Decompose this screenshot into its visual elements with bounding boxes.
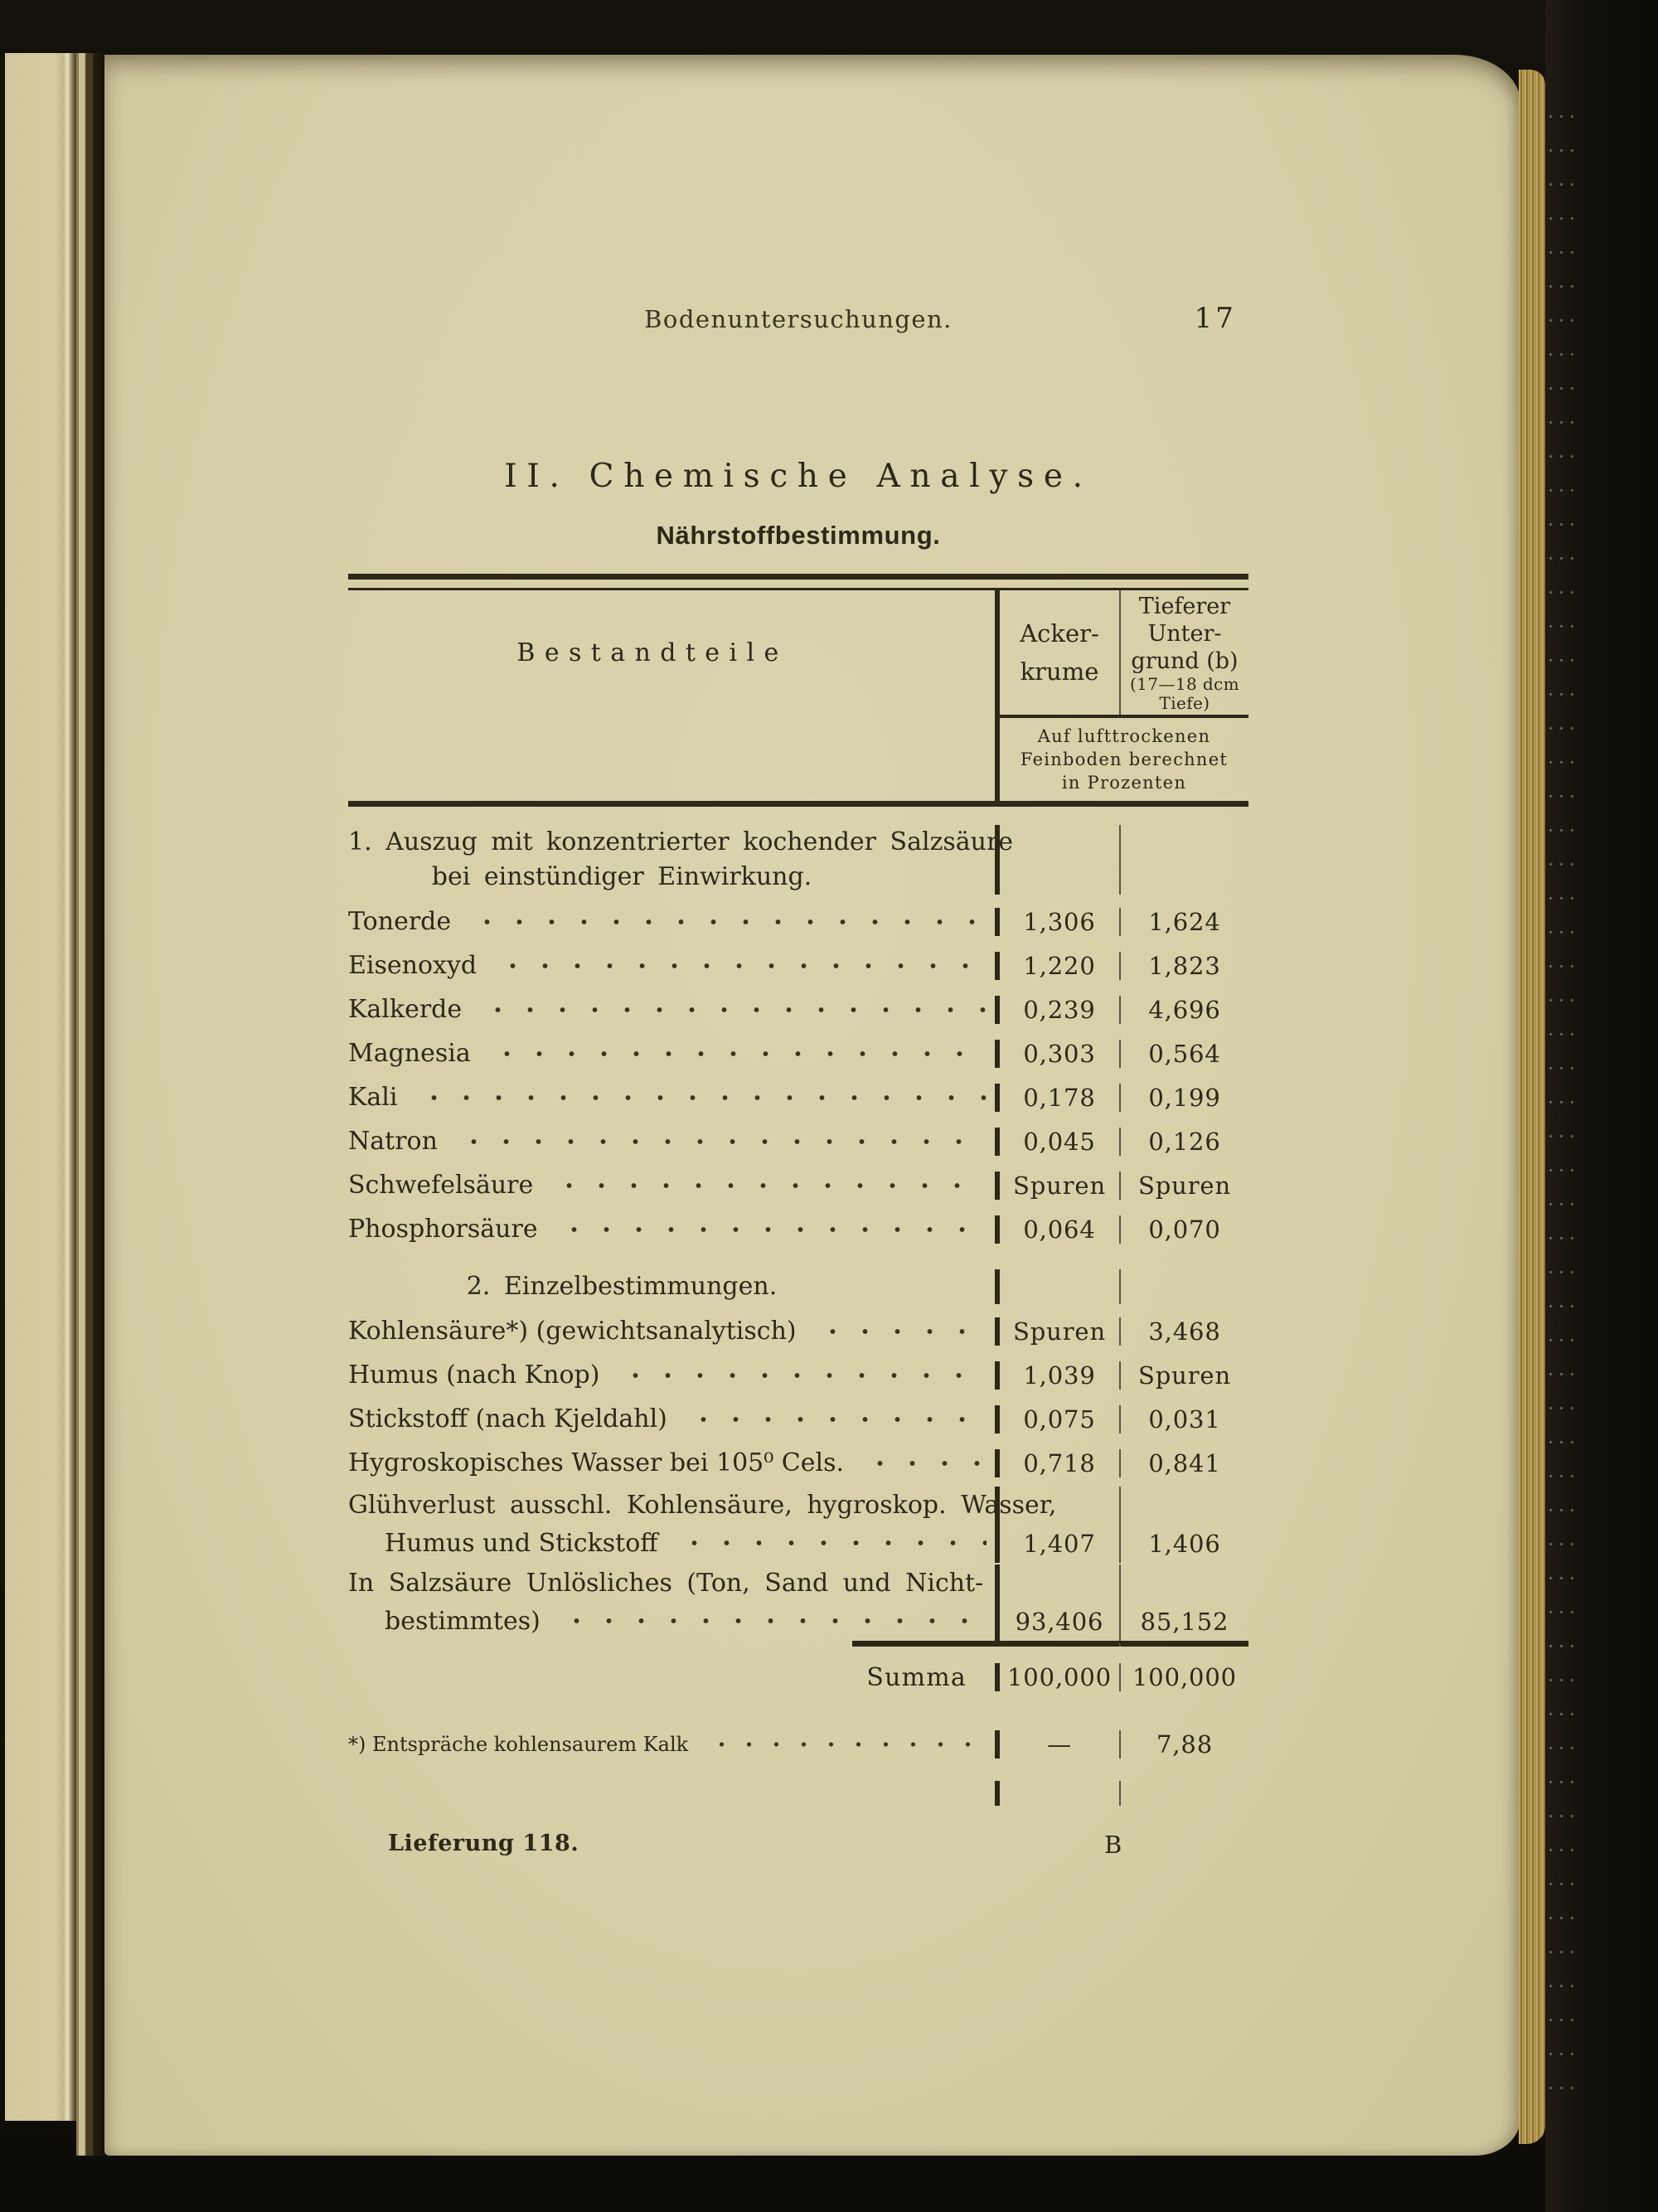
- value-text: 0,045: [1023, 1127, 1096, 1156]
- subcaption-line: Auf lufttrockenen: [1037, 726, 1211, 746]
- table-header-bottom-rule: [348, 801, 1248, 807]
- value-ackerkrume: [995, 1405, 1119, 1433]
- section-heading: [348, 825, 1014, 895]
- dot-leader: [552, 1606, 987, 1636]
- row-label-cell: [348, 1404, 995, 1434]
- value-text: 0,199: [1148, 1083, 1221, 1112]
- value-untergrund: [1119, 825, 1248, 895]
- value-text: 4,696: [1148, 995, 1221, 1024]
- value-ackerkrume: [995, 1269, 1119, 1304]
- row-label-line1: In Salzsäure Unlösliches (Ton, Sand und Nicht-: [348, 1569, 984, 1598]
- footnote-label: *) Entspräche kohlensaurem Kalk: [348, 1733, 689, 1756]
- value-ackerkrume: [995, 1564, 1119, 1641]
- value-ackerkrume: [995, 1449, 1119, 1477]
- value-untergrund: [1119, 1487, 1248, 1563]
- value-text: 100,000: [1132, 1663, 1237, 1691]
- row-label-cell: [348, 1127, 995, 1157]
- value-text: 85,152: [1140, 1608, 1229, 1636]
- table-row: [348, 1119, 1248, 1163]
- value-ackerkrume: [995, 1040, 1119, 1068]
- section-heading-line: 1. Auszug mit konzentrierter kochender Salzsäure: [348, 827, 1014, 856]
- value-untergrund: [1119, 1361, 1248, 1390]
- book-gutter-shadow: [76, 53, 104, 2156]
- dot-leader: [670, 1528, 987, 1558]
- analysis-table: [348, 574, 1248, 1806]
- subcaption-spacer: [348, 715, 995, 801]
- value-text: 0,564: [1148, 1039, 1221, 1068]
- running-head-row: [348, 302, 1248, 335]
- header-line: krume: [1020, 657, 1099, 686]
- value-untergrund: [1119, 1128, 1248, 1156]
- running-head: Bodenuntersuchungen.: [644, 305, 953, 333]
- table-row: [348, 1397, 1248, 1441]
- value-text: 0,303: [1023, 1039, 1096, 1068]
- dot-leader: [611, 1361, 987, 1390]
- value-untergrund: [1119, 996, 1248, 1024]
- value-text: Spuren: [1012, 1171, 1107, 1200]
- value-text: Spuren: [1137, 1361, 1232, 1390]
- section-heading: [348, 1269, 995, 1304]
- value-untergrund: [1119, 1040, 1248, 1068]
- dot-leader: [545, 1171, 987, 1201]
- chapter-title: II. Chemische Analyse.: [504, 458, 1093, 495]
- table-row: [348, 1309, 1248, 1353]
- table-row: [348, 900, 1248, 943]
- table-row: [348, 1031, 1248, 1075]
- table-row: [348, 987, 1248, 1031]
- value-text: 0,075: [1023, 1404, 1096, 1433]
- value-ackerkrume: [995, 1128, 1119, 1156]
- summa-rule-segment: [852, 1641, 995, 1647]
- header-line: grund (b): [1131, 648, 1239, 674]
- value-ackerkrume: [995, 1084, 1119, 1112]
- value-text: 1,306: [1023, 907, 1096, 936]
- table-row: [348, 1353, 1248, 1397]
- value-text: 1,624: [1148, 907, 1221, 936]
- row-label: Phosphorsäure: [348, 1215, 538, 1244]
- header-line-small: Tiefe): [1159, 692, 1210, 713]
- header-line: Unter-: [1147, 620, 1222, 647]
- row-label-cell: [348, 1487, 1057, 1563]
- row-label: Stickstoff (nach Kjeldahl): [348, 1404, 667, 1433]
- section-heading-line: bei einstündiger Einwirkung.: [431, 862, 812, 891]
- value-text: 0,841: [1148, 1448, 1221, 1477]
- row-label-cell: [348, 1361, 995, 1390]
- row-label-cell: [348, 1039, 995, 1069]
- value-text: 1,039: [1023, 1361, 1096, 1390]
- row-label: Magnesia: [348, 1039, 471, 1068]
- value-text: 0,178: [1023, 1083, 1096, 1112]
- value-text: 1,220: [1023, 951, 1096, 980]
- rule-cell: [995, 1641, 1119, 1647]
- summa-label-cell: [348, 1663, 995, 1692]
- value-untergrund: [1119, 908, 1248, 936]
- row-label-cell: [348, 1083, 995, 1113]
- value-text: 0,064: [1023, 1215, 1096, 1244]
- table-subcaption-row: [348, 715, 1248, 801]
- value-text: 100,000: [1006, 1663, 1112, 1691]
- value-ackerkrume: [995, 1317, 1119, 1346]
- row-label: bestimmtes): [385, 1606, 541, 1636]
- dot-leader: [473, 995, 987, 1025]
- value-ackerkrume: [995, 1487, 1119, 1563]
- row-label-cell: [348, 951, 995, 981]
- table-body: [348, 807, 1248, 1806]
- row-label-cell: [348, 1564, 995, 1641]
- table-row: [348, 1075, 1248, 1119]
- row-label-line2: [348, 1525, 995, 1561]
- facing-page-edge: [5, 53, 76, 2121]
- page-number: 17: [1194, 302, 1237, 335]
- value-ackerkrume: [995, 1663, 1119, 1691]
- value-text: 0,239: [1023, 995, 1096, 1024]
- value-untergrund: [1119, 952, 1248, 980]
- value-untergrund: [1119, 1663, 1248, 1691]
- value-ackerkrume: [995, 1215, 1119, 1244]
- dot-leader: [700, 1732, 980, 1757]
- value-untergrund: [1119, 1215, 1248, 1244]
- value-ackerkrume: [995, 825, 1119, 895]
- value-untergrund: [1119, 1317, 1248, 1346]
- value-text: 3,468: [1148, 1317, 1221, 1346]
- row-label: Tonerde: [348, 907, 452, 936]
- book-page: [104, 55, 1520, 2156]
- dot-leader: [550, 1215, 987, 1244]
- tail-spacer: [348, 1781, 995, 1806]
- row-label-cell: [348, 1215, 995, 1244]
- value-text: 7,88: [1156, 1730, 1214, 1758]
- value-text: 0,126: [1148, 1127, 1221, 1156]
- subcaption: [995, 715, 1248, 801]
- value-ackerkrume: [995, 1781, 1119, 1806]
- section-heading-row: [348, 1251, 1248, 1309]
- row-label: Schwefelsäure: [348, 1171, 534, 1200]
- dot-leader: [488, 951, 987, 981]
- value-text: 1,407: [1023, 1530, 1096, 1558]
- value-text: Spuren: [1012, 1317, 1107, 1346]
- value-text: 93,406: [1015, 1608, 1104, 1636]
- table-row-twoline: [348, 1563, 1248, 1641]
- value-untergrund: [1119, 1781, 1248, 1806]
- value-untergrund: [1119, 1405, 1248, 1433]
- column-header-untergrund: [1119, 590, 1248, 715]
- row-label: Natron: [348, 1127, 438, 1156]
- dot-leader: [856, 1448, 987, 1478]
- row-label: Humus und Stickstoff: [385, 1528, 658, 1558]
- dot-leader: [449, 1127, 987, 1157]
- value-text: 0,070: [1148, 1215, 1221, 1244]
- header-line: Acker-: [1020, 619, 1099, 648]
- value-text: 1,823: [1148, 951, 1221, 980]
- dot-leader: [808, 1317, 987, 1346]
- row-label: Kalkerde: [348, 995, 463, 1024]
- dot-leader: [679, 1404, 987, 1434]
- value-text: 0,718: [1023, 1448, 1096, 1477]
- footnote-row: [348, 1708, 1248, 1781]
- value-untergrund: [1119, 1269, 1248, 1304]
- summa-rule-spacer: [348, 1641, 995, 1647]
- summa-label: Summa: [866, 1662, 967, 1692]
- table-row: [348, 1207, 1248, 1251]
- subcaption-line: in Prozenten: [1061, 773, 1187, 793]
- value-ackerkrume: [995, 996, 1119, 1024]
- page-footer: [348, 1831, 1248, 1864]
- value-untergrund: [1119, 1449, 1248, 1477]
- value-text: Spuren: [1137, 1171, 1232, 1200]
- table-row-twoline: [348, 1485, 1248, 1563]
- value-ackerkrume: [995, 952, 1119, 980]
- row-label: Hygroskopisches Wasser bei 105⁰ Cels.: [348, 1448, 845, 1477]
- row-label: Eisenoxyd: [348, 951, 478, 980]
- row-label-line2: [348, 1603, 995, 1639]
- book-binding-right: [1545, 0, 1658, 2212]
- footer-signature-mark: B: [1104, 1831, 1122, 1859]
- section-heading-line: 2. Einzelbestimmungen.: [466, 1272, 778, 1301]
- summa-row: [348, 1647, 1248, 1708]
- section-subtitle: Nährstoffbestimmung.: [656, 521, 941, 550]
- value-ackerkrume: [995, 908, 1119, 936]
- footnote-label-cell: [348, 1732, 995, 1757]
- row-label: Humus (nach Knop): [348, 1361, 600, 1390]
- table-header-row: [348, 590, 1248, 715]
- column-header-bestandteile: Bestandteile: [516, 638, 788, 667]
- section-heading-row: [348, 807, 1248, 900]
- value-ackerkrume: [995, 1171, 1119, 1200]
- row-label: Kohlensäure*) (gewichtsanalytisch): [348, 1317, 797, 1346]
- dot-leader: [410, 1083, 987, 1113]
- table-row: [348, 943, 1248, 987]
- binding-texture: [1545, 99, 1573, 2089]
- value-ackerkrume: [995, 1730, 1119, 1758]
- row-label-cell: [348, 1171, 995, 1201]
- table-row: [348, 1163, 1248, 1207]
- summa-top-rule-row: [348, 1641, 1248, 1647]
- table-row: [348, 1441, 1248, 1485]
- value-text: 1,406: [1148, 1530, 1221, 1558]
- value-untergrund: [1119, 1171, 1248, 1200]
- dot-leader: [463, 907, 987, 937]
- rule-cell: [1119, 1641, 1248, 1647]
- value-ackerkrume: [995, 1361, 1119, 1390]
- table-tail-row: [348, 1781, 1248, 1806]
- value-text: —: [1047, 1730, 1072, 1758]
- row-label: Kali: [348, 1083, 398, 1112]
- row-label-cell: [348, 907, 995, 937]
- row-label-line1: Glühverlust ausschl. Kohlensäure, hygroskop. Wasser,: [348, 1491, 1057, 1520]
- column-header-ackerkrume: [995, 590, 1119, 715]
- value-untergrund: [1119, 1564, 1248, 1641]
- row-label-cell: [348, 1448, 995, 1478]
- footer-lieferung: Lieferung 118.: [388, 1831, 579, 1856]
- row-label-cell: [348, 1317, 995, 1346]
- value-text: 0,031: [1148, 1404, 1221, 1433]
- dot-leader: [482, 1039, 987, 1069]
- subcaption-line: Feinboden berechnet: [1020, 749, 1229, 769]
- page-edge-stack: [1519, 70, 1545, 2144]
- table-top-rule: [348, 574, 1248, 590]
- value-untergrund: [1119, 1084, 1248, 1112]
- header-line: Tieferer: [1138, 593, 1231, 619]
- row-label-cell: [348, 995, 995, 1025]
- value-untergrund: [1119, 1730, 1248, 1758]
- header-line-small: (17—18 dcm: [1129, 673, 1240, 694]
